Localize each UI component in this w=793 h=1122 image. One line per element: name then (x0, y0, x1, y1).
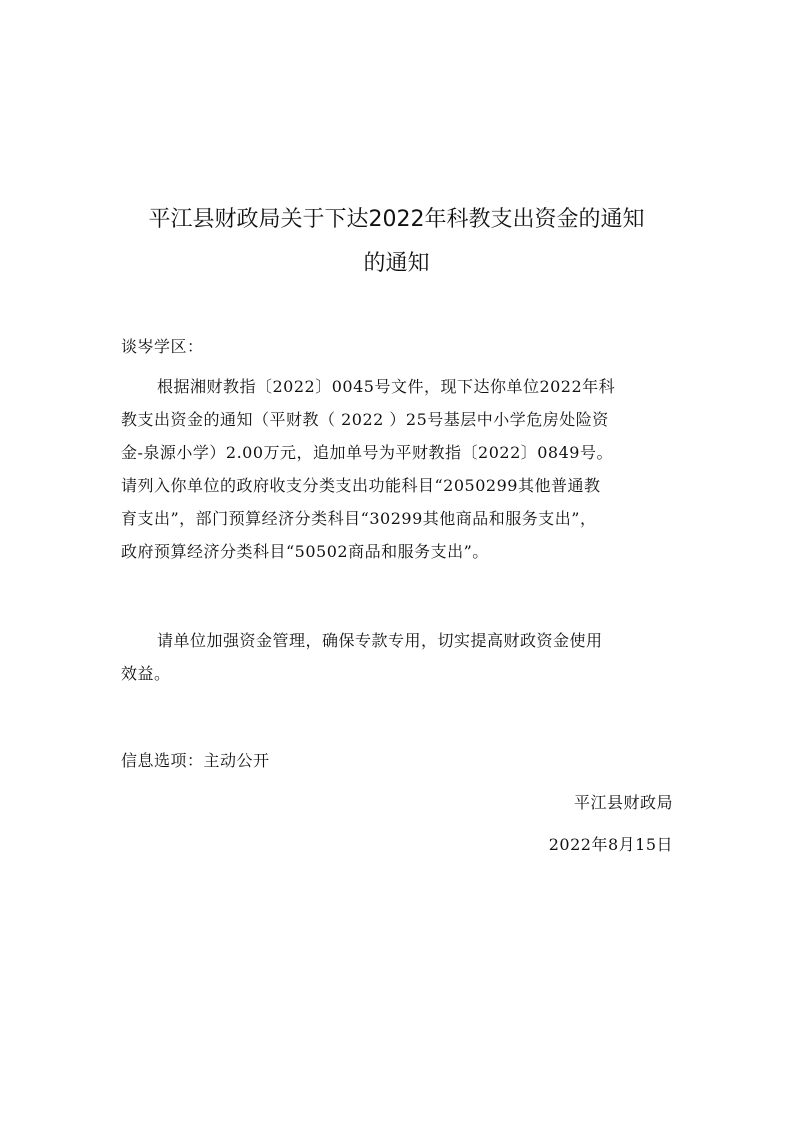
paragraph-line: 效益。 (121, 664, 171, 683)
paragraph-line: 政府预算经济分类科目“50502商品和服务支出”。 (121, 542, 489, 561)
paragraph-line: 教支出资金的通知（平财教（ 2022 ）25号基层中小学危房处险资 (121, 410, 609, 429)
issue-date: 2022年8月15日 (548, 835, 673, 854)
paragraph-line: 请单位加强资金管理，确保专款专用，切实提高财政资金使用 (157, 631, 603, 650)
info-disclosure: 信息选项：主动公开 (121, 751, 270, 770)
paragraph-line: 请列入你单位的政府收支分类支出功能科目“2050299其他普通教 (121, 476, 601, 495)
paragraph-line: 根据湘财教指〔2022〕0045号文件，现下达你单位2022年科 (157, 377, 616, 396)
body-paragraph-1 (121, 370, 676, 568)
salutation: 谈岑学区： (121, 337, 204, 356)
paragraph-line: 金-泉源小学）2.00万元，追加单号为平财教指〔2022〕0849号。 (121, 443, 613, 462)
paragraph-line: 育支出”，部门预算经济分类科目“30299其他商品和服务支出”， (121, 509, 597, 528)
title-line-2: 的通知 (363, 251, 430, 276)
title-line-1: 平江县财政局关于下达2022年科教支出资金的通知 (148, 207, 645, 232)
document-title (110, 198, 683, 286)
body-paragraph-2 (121, 624, 676, 690)
issuer-name: 平江县财政局 (573, 793, 673, 812)
